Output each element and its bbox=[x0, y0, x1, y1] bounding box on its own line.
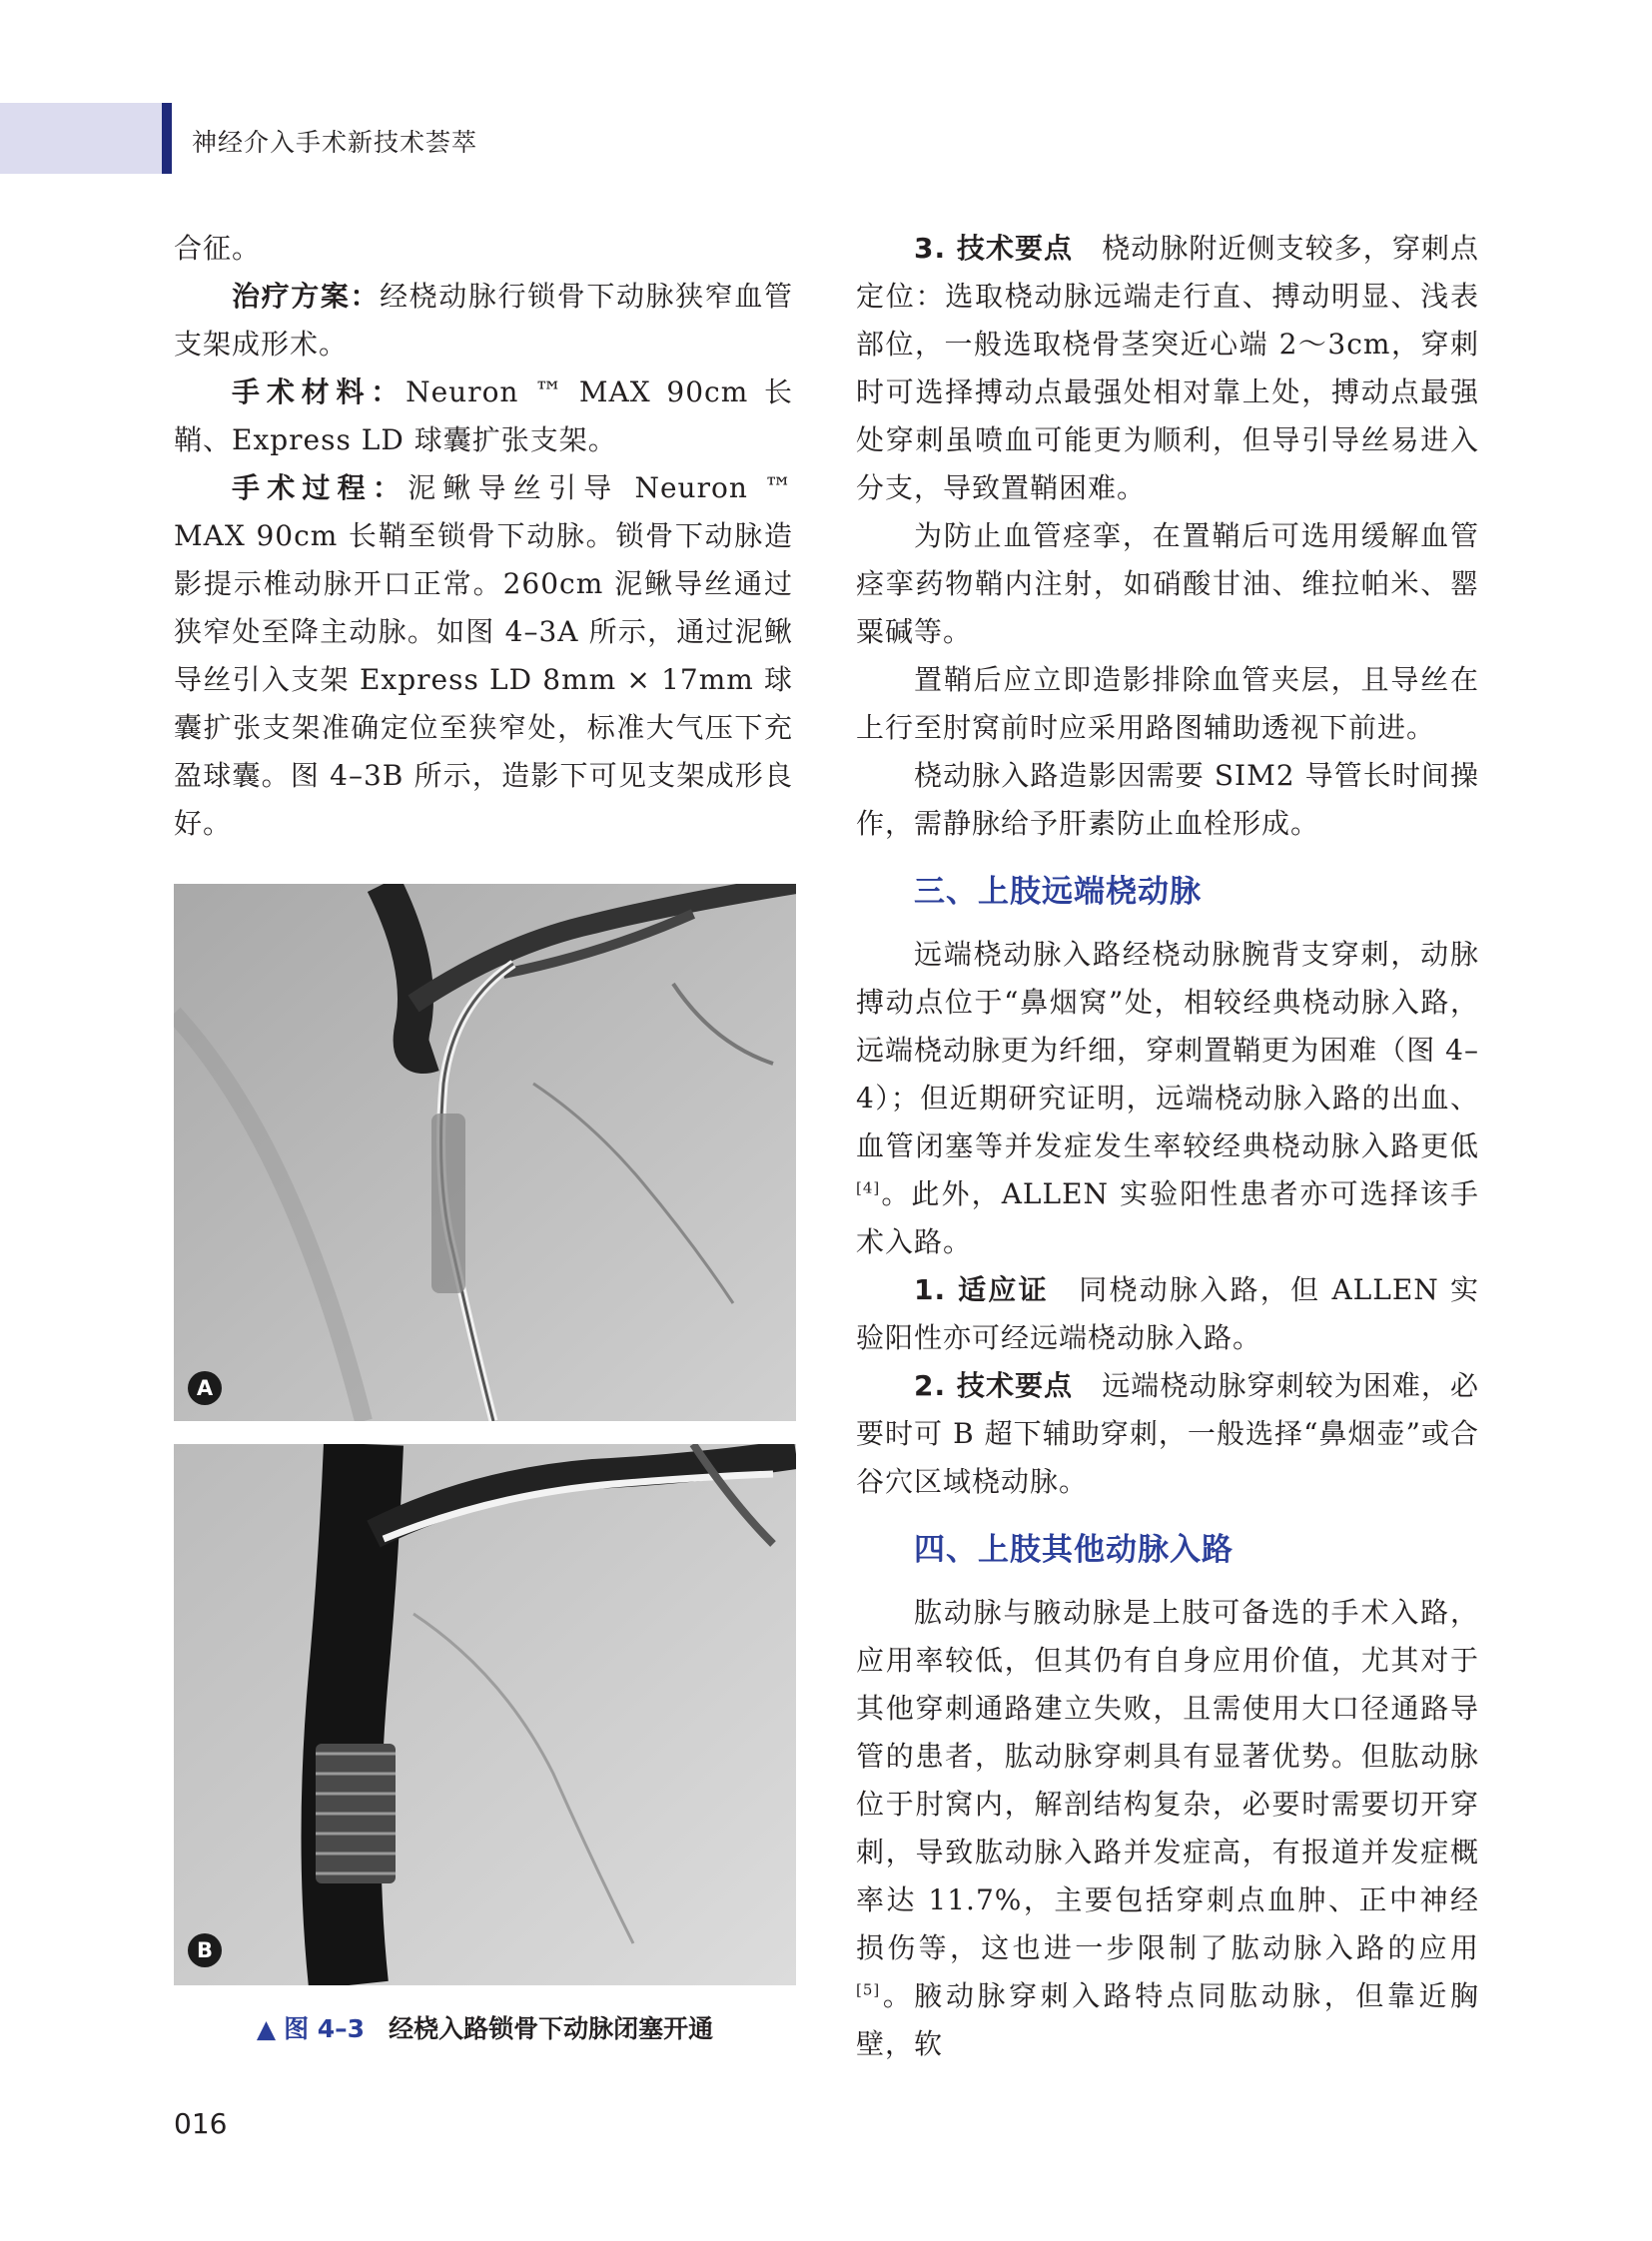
paragraph bbox=[856, 931, 1479, 1266]
caption-text: 经桡入路锁骨下动脉闭塞开通 bbox=[389, 2014, 714, 2043]
paragraph: 合征。 bbox=[174, 232, 262, 265]
caption-number: 图 4–3 bbox=[284, 2014, 366, 2043]
header-band bbox=[0, 103, 162, 174]
paragraph-lead: 治疗方案： bbox=[232, 280, 381, 313]
paragraph-lead: 2. 技术要点 bbox=[914, 1369, 1074, 1402]
paragraph-lead: 手术材料： bbox=[232, 375, 407, 408]
paragraph bbox=[856, 1362, 1479, 1506]
angiogram-b-drawing bbox=[174, 1444, 796, 1985]
paragraph-text: 桡动脉附近侧支较多，穿刺点定位：选取桡动脉远端走行直、搏动明显、浅表部位，一般选取桡骨茎突近心端 2～3cm，穿刺时可选择搏动点最强处相对靠上处，搏动点最强处穿刺虽喷血可能更为顺利，但导引导丝易进入分支，导致置鞘困难。 bbox=[856, 232, 1479, 504]
figure-label-b: B bbox=[188, 1933, 222, 1967]
paragraph-lead: 1. 适应证 bbox=[914, 1273, 1049, 1306]
paragraph: 桡动脉入路造影因需要 SIM2 导管长时间操作，需静脉给予肝素防止血栓形成。 bbox=[856, 759, 1479, 840]
paragraph-text: Neuron ™ MAX 90cm 长鞘、Express LD 球囊扩张支架。 bbox=[174, 375, 793, 456]
section-heading: 四、上肢其他动脉入路 bbox=[914, 1532, 1234, 1568]
paragraph: 为防止血管痉挛，在置鞘后可选用缓解血管痉挛药物鞘内注射，如硝酸甘油、维拉帕米、罂粟碱等。 bbox=[856, 519, 1479, 648]
section-heading: 三、上肢远端桡动脉 bbox=[914, 874, 1202, 910]
paragraph bbox=[174, 369, 793, 464]
reference-marker: [4] bbox=[856, 1178, 881, 1197]
paragraph-lead: 3. 技术要点 bbox=[914, 232, 1074, 265]
running-header-title: 神经介入手术新技术荟萃 bbox=[192, 128, 478, 157]
paragraph bbox=[174, 273, 793, 369]
paragraph-text: 远端桡动脉入路经桡动脉腕背支穿刺，动脉搏动点位于“鼻烟窝”处，相较经典桡动脉入路，远端桡动脉更为纤细，穿刺置鞘更为困难（图 4–4）；但近期研究证明，远端桡动脉入路的出血、血管闭塞等并发症发生率较经典桡动脉入路更低 bbox=[856, 938, 1479, 1162]
paragraph-text: 经桡动脉行锁骨下动脉狭窄血管支架成形术。 bbox=[174, 280, 793, 361]
paragraph-text: 泥鳅导丝引导 Neuron ™ MAX 90cm 长鞘至锁骨下动脉。锁骨下动脉造影提示椎动脉开口正常。260cm 泥鳅导丝通过狭窄处至降主动脉。如图 4–3A 所示，通过泥鳅导丝引入支架 Express LD 8mm × 17mm 球囊扩张支架准确定位至狭窄处，标准大气压下充盈球囊。图 4–3B 所示，造影下可见支架成形良好。 bbox=[174, 471, 793, 840]
header-accent-bar bbox=[162, 103, 172, 174]
paragraph-text: 肱动脉与腋动脉是上肢可备选的手术入路，应用率较低，但其仍有自身应用价值，尤其对于其他穿刺通路建立失败，且需使用大口径通路导管的患者，肱动脉穿刺具有显著优势。但肱动脉位于肘窝内，解剖结构复杂，必要时需要切开穿刺，导致肱动脉入路并发症高，有报道并发症概率达 11.7%，主要包括穿刺点血肿、正中神经损伤等，这也进一步限制了肱动脉入路的应用 bbox=[856, 1596, 1479, 1964]
left-column bbox=[174, 225, 793, 848]
angiogram-a-drawing bbox=[174, 884, 796, 1421]
paragraph-lead: 手术过程： bbox=[232, 471, 409, 504]
reference-marker: [5] bbox=[856, 1980, 881, 1999]
angiogram-image-a bbox=[174, 884, 796, 1421]
paragraph: 置鞘后应立即造影排除血管夹层，且导丝在上行至肘窝前时应采用路图辅助透视下前进。 bbox=[856, 663, 1479, 744]
figure-label-a: A bbox=[188, 1371, 222, 1405]
figure-caption bbox=[174, 2009, 796, 2045]
paragraph bbox=[174, 464, 793, 848]
paragraph bbox=[856, 1589, 1479, 2068]
paragraph-text: 。此外，ALLEN 实验阳性患者亦可选择该手术入路。 bbox=[856, 1177, 1479, 1258]
page-number: 016 bbox=[174, 2107, 228, 2140]
paragraph-text: 。腋动脉穿刺入路特点同肱动脉，但靠近胸壁，软 bbox=[856, 1979, 1479, 2060]
paragraph-text: 远端桡动脉穿刺较为困难，必要时可 B 超下辅助穿刺，一般选择“鼻烟壶”或合谷穴区域桡动脉。 bbox=[856, 1369, 1479, 1498]
paragraph bbox=[856, 1266, 1479, 1362]
paragraph-text: 同桡动脉入路，但 ALLEN 实验阳性亦可经远端桡动脉入路。 bbox=[856, 1273, 1479, 1354]
right-column bbox=[856, 225, 1479, 2068]
paragraph bbox=[856, 225, 1479, 512]
angiogram-image-b bbox=[174, 1444, 796, 1985]
caption-marker: ▲ bbox=[256, 2014, 277, 2043]
